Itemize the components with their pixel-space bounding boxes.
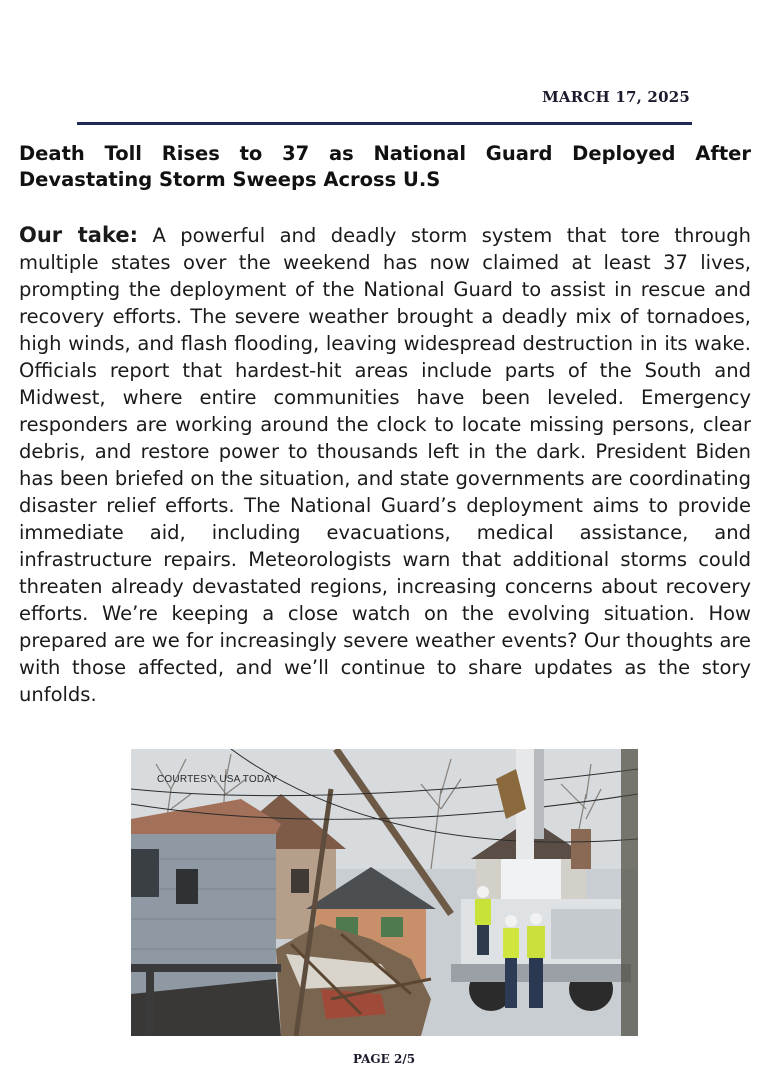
article-body-text: A powerful and deadly storm system that tore through multiple states over the weekend has now claimed at least 37 lives, prompting the deployment of the National Guard to assist in rescue and recovery efforts. The severe weather brought a deadly mix of tornadoes, high winds, and flash flooding, leaving widespread destruction in its wake. Officials report that hardest-hit areas include parts of the South and Midwest, where entire communities have been leveled. Emergency responders are working around the clock to locate missing persons, clear debris, and restore power to thousands left in the dark. President Biden has been briefed on the situation, and state governments are coordinating disaster relief efforts. The National Guard’s deployment aims to provide immediate aid, including evacuations, medical assistance, and infrastructure repairs. Meteorologists warn that additional storms could threaten already devastated regions, increasing concerns about recovery efforts. We’re keeping a close watch on the evolving situation. How prepared are we for increasingly severe weather events? Our thoughts are with those affected, and we’ll continue to share updates as the story unfolds. [19,224,751,706]
lead-label: Our take: [19,223,138,247]
article-headline: Death Toll Rises to 37 as National Guard Deployed After Devastating Storm Sweeps Across U.S [19,142,751,191]
header-divider [77,122,692,125]
page-number: PAGE 2/5 [352,1052,416,1066]
photo-credit: COURTESY: USA TODAY [157,774,278,785]
article-body [19,222,751,708]
publication-date: MARCH 17, 2025 [542,88,690,106]
storm-damage-photo [131,749,638,1036]
